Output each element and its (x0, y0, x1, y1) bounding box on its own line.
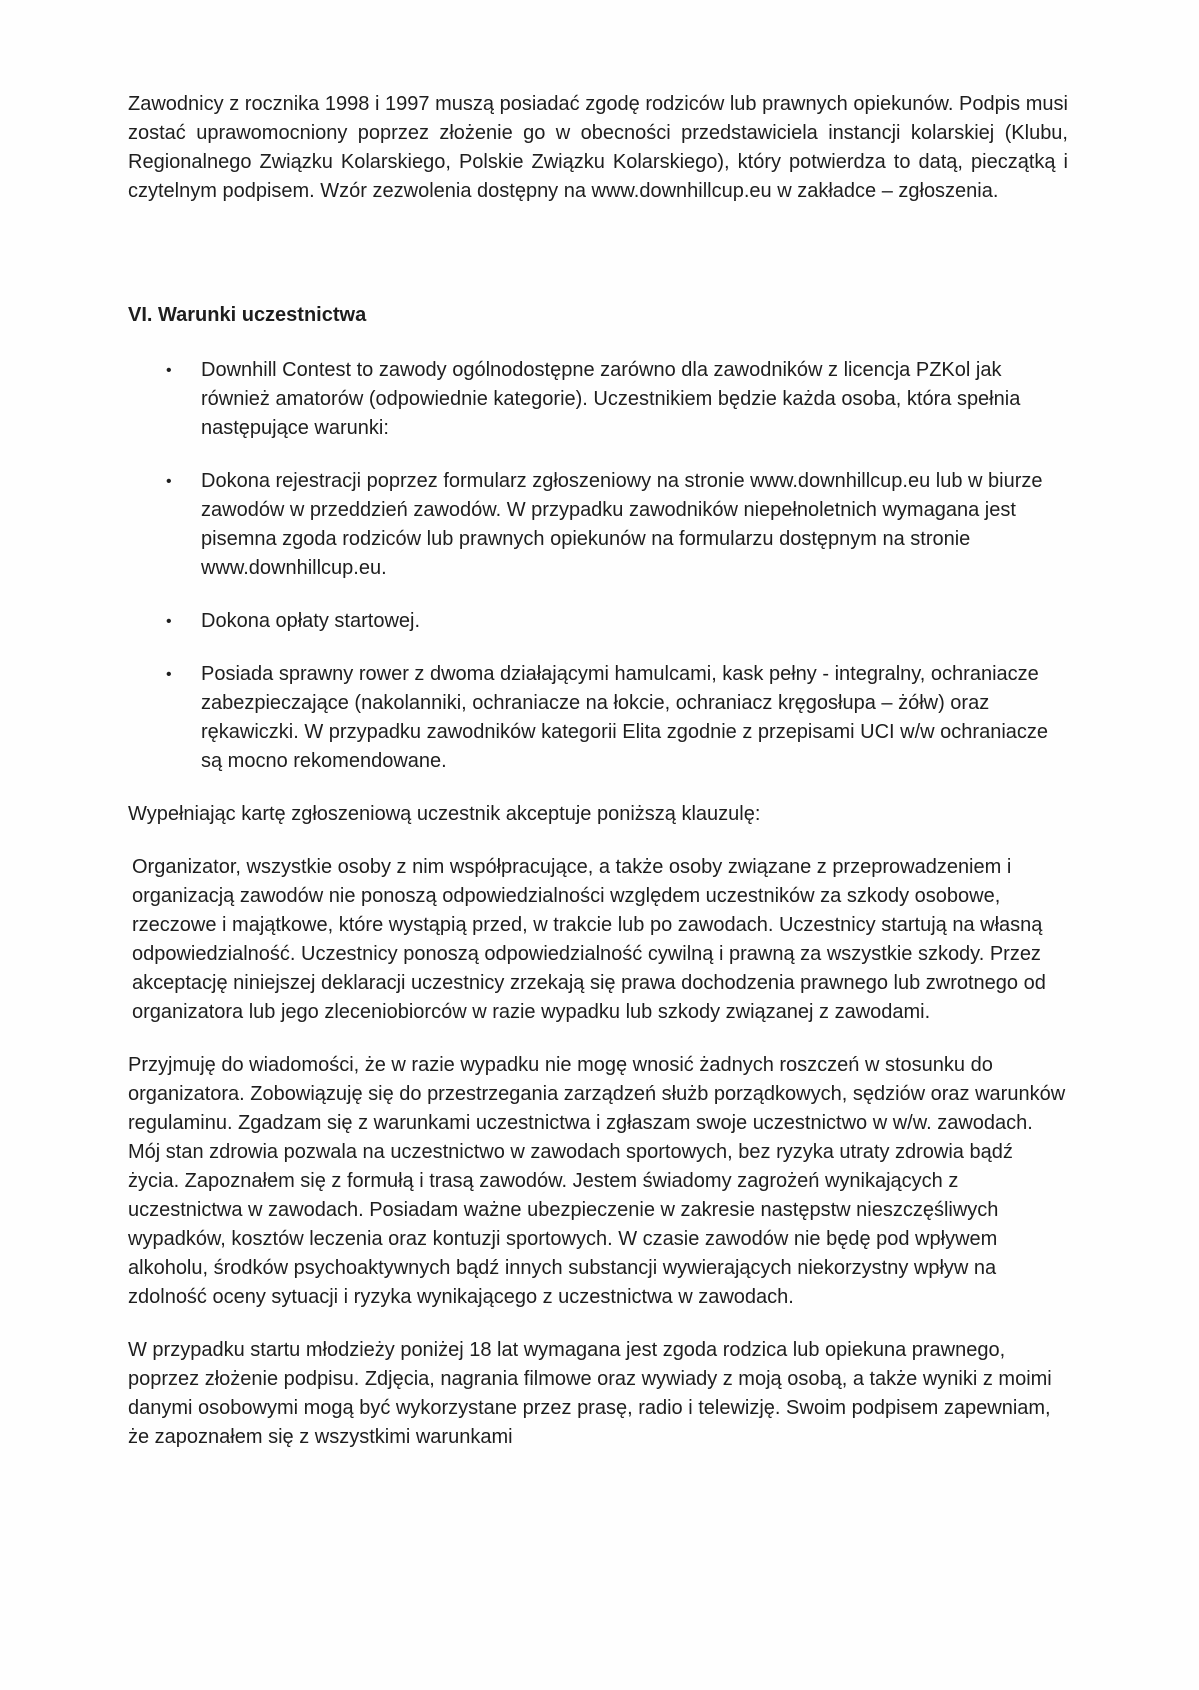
list-item (128, 467, 1068, 583)
clause-paragraph: Organizator, wszystkie osoby z nim współpracujące, a także osoby związane z przeprowadzeniem i organizacją zawodów nie ponoszą odpowiedzialności względem uczestników za szkody osobowe, rzeczowe i majątkowe, które wystąpią przed, w trakcie lub po zawodach. Uczestnicy startują na własną odpowiedzialność. Uczestnicy ponoszą odpowiedzialność cywilną i prawną za wszystkie szkody. Przez akceptację niniejszej deklaracji uczestnicy zrzekają się prawa dochodzenia prawnego lub zwrotnego od organizatora lub jego zleceniobiorców w razie wypadku lub szkody związanej z zawodami. (132, 856, 1046, 1023)
section-heading: VI. Warunki uczestnictwa (128, 304, 367, 326)
list-item (128, 607, 1068, 636)
clause-paragraph: W przypadku startu młodzieży poniżej 18 lat wymagana jest zgoda rodzica lub opiekuna prawnego, poprzez złożenie podpisu. Zdjęcia, nagrania filmowe oraz wywiady z moją osobą, a także wyniki z moimi danymi osobowymi mogą być wykorzystane przez prasę, radio i telewizję. Swoim podpisem zapewniam, że zapoznałem się z wszystkimi warunkami (128, 1339, 1052, 1448)
list-item-text: Dokona rejestracji poprzez formularz zgłoszeniowy na stronie www.downhillcup.eu lub w biurze zawodów w przeddzień zawodów. W przypadku zawodników niepełnoletnich wymagana jest pisemna zgoda rodziców lub prawnych opiekunów na formularzu dostępnym na stronie www.downhillcup.eu. (201, 470, 1043, 579)
list-item (128, 356, 1068, 443)
list-item (128, 660, 1068, 776)
list-item-text: Posiada sprawny rower z dwoma działającymi hamulcami, kask pełny - integralny, ochraniacze zabezpieczające (nakolanniki, ochraniacze na łokcie, ochraniacz kręgosłupa – żółw) oraz rękawiczki. W przypadku zawodników kategorii Elita zgodnie z przepisami UCI w/w ochraniacze są mocno rekomendowane. (201, 663, 1049, 772)
conditions-list (128, 356, 1068, 776)
acceptance-line: Wypełniając kartę zgłoszeniową uczestnik akceptuje poniższą klauzulę: (128, 803, 761, 825)
list-item-text: Downhill Contest to zawody ogólnodostępne zarówno dla zawodników z licencja PZKol jak również amatorów (odpowiednie kategorie). Uczestnikiem będzie każda osoba, która spełnia następujące warunki: (201, 359, 1021, 439)
bullet-icon: • (166, 613, 172, 630)
intro-paragraph: Zawodnicy z rocznika 1998 i 1997 muszą posiadać zgodę rodziców lub prawnych opiekunów. Podpis musi zostać uprawomocniony poprzez złożenie go w obecności przedstawiciela instancji kolarskiej (Klubu, Regionalnego Związku Kolarskiego, Polskie Związku Kolarskiego), który potwierdza to datą, pieczątką i czytelnym podpisem. Wzór zezwolenia dostępny na www.downhillcup.eu w zakładce – zgłoszenia. (128, 93, 1068, 202)
bullet-icon: • (166, 666, 172, 683)
list-item-text: Dokona opłaty startowej. (201, 610, 421, 632)
bullet-icon: • (166, 362, 172, 379)
document-body (128, 90, 1068, 1476)
bullet-icon: • (166, 473, 172, 490)
clause-paragraph: Przyjmuję do wiadomości, że w razie wypadku nie mogę wnosić żadnych roszczeń w stosunku do organizatora. Zobowiązuję się do przestrzegania zarządzeń służb porządkowych, sędziów oraz warunków regulaminu. Zgadzam się z warunkami uczestnictwa i zgłaszam swoje uczestnictwo w w/w. zawodach. Mój stan zdrowia pozwala na uczestnictwo w zawodach sportowych, bez ryzyka utraty zdrowia bądź życia. Zapoznałem się z formułą i trasą zawodów. Jestem świadomy zagrożeń wynikających z uczestnictwa w zawodach. Posiadam ważne ubezpieczenie w zakresie następstw nieszczęśliwych wypadków, kosztów leczenia oraz kontuzji sportowych. W czasie zawodów nie będę pod wpływem alkoholu, środków psychoaktywnych bądź innych substancji wywierających niekorzystny wpływ na zdolność oceny sytuacji i ryzyka wynikającego z uczestnictwa w zawodach. (128, 1054, 1066, 1308)
